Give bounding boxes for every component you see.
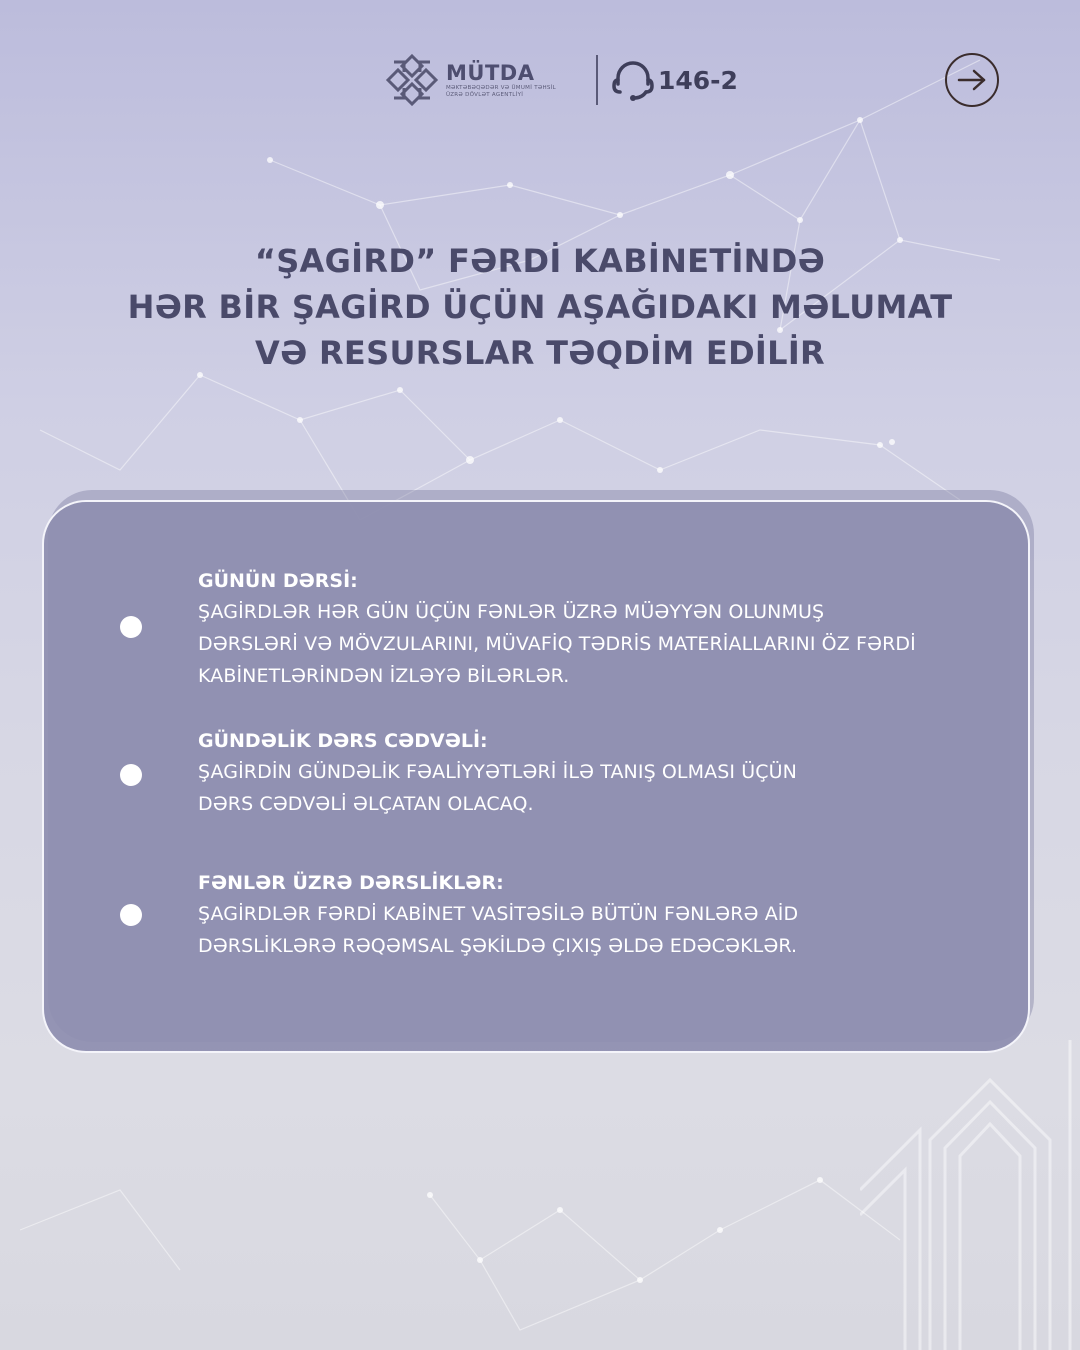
bullet-icon <box>120 764 142 786</box>
list-item-body <box>198 756 1018 820</box>
page-title <box>40 238 1040 376</box>
logo-subtitle-line1: MƏKTƏBƏQƏDƏR VƏ ÜMUMİ TƏHSİL <box>446 85 556 91</box>
title-line-3: VƏ RESURSLAR TƏQDİM EDİLİR <box>255 334 825 372</box>
list-item-line: KABİNETLƏRİNDƏN İZLƏYƏ BİLƏRLƏR. <box>198 665 570 687</box>
info-card <box>42 500 1030 1053</box>
list-item-line: ŞAGİRDİN GÜNDƏLİK FƏALİYYƏTLƏRİ İLƏ TANIŞ OLMASI ÜÇÜN <box>198 761 797 783</box>
bullet-icon <box>120 904 142 926</box>
bullet-icon <box>120 616 142 638</box>
headset-icon <box>612 58 654 102</box>
title-line-1: “ŞAGİRD” FƏRDİ KABİNETİNDƏ <box>254 242 826 280</box>
list-item-line: ŞAGİRDLƏR FƏRDİ KABİNET VASİTƏSİLƏ BÜTÜN FƏNLƏRƏ AİD <box>198 903 799 925</box>
header <box>384 50 738 110</box>
list-item-line: ŞAGİRDLƏR HƏR GÜN ÜÇÜN FƏNLƏR ÜZRƏ MÜƏYYƏN OLUNMUŞ <box>198 601 825 623</box>
list-item-text <box>198 566 1018 692</box>
list-item-title: FƏNLƏR ÜZRƏ DƏRSLİKLƏR: <box>198 872 504 894</box>
list-item-line: DƏRSLƏRİ VƏ MÖVZULARINI, MÜVAFİQ TƏDRİS MATERİALLARINI ÖZ FƏRDİ <box>198 633 916 655</box>
mutda-logo-icon <box>384 52 440 108</box>
list-item-title: GÜNDƏLİK DƏRS CƏDVƏLİ: <box>198 730 488 752</box>
hotline-number: 146-2 <box>658 65 738 95</box>
list-item-text <box>198 726 1018 820</box>
arrow-right-icon <box>957 69 987 91</box>
list-item-body <box>198 898 1018 962</box>
list-item-line: DƏRS CƏDVƏLİ ƏLÇATAN OLACAQ. <box>198 793 534 815</box>
list-item-title: GÜNÜN DƏRSİ: <box>198 570 358 592</box>
logo-subtitle-line2: ÜZRƏ DÖVLƏT AGENTLİYİ <box>446 92 524 98</box>
corner-pattern <box>860 1020 1080 1350</box>
list-item-line: DƏRSLİKLƏRƏ RƏQƏMSAL ŞƏKİLDƏ ÇIXIŞ ƏLDƏ EDƏCƏKLƏR. <box>198 935 798 957</box>
list-item-body <box>198 596 1018 692</box>
next-button[interactable] <box>945 53 999 107</box>
logo-text <box>446 61 586 99</box>
header-divider <box>596 55 598 105</box>
logo-name: MÜTDA <box>446 61 535 85</box>
title-line-2: HƏR BİR ŞAGİRD ÜÇÜN AŞAĞIDAKI MƏLUMAT <box>127 288 953 326</box>
list-item-text <box>198 868 1018 962</box>
